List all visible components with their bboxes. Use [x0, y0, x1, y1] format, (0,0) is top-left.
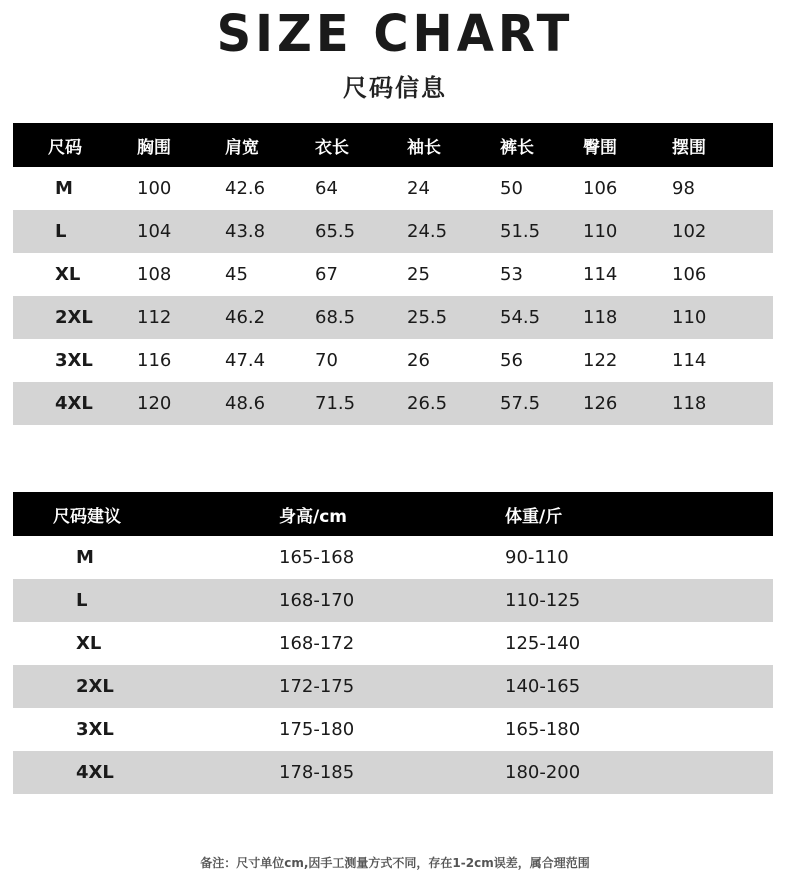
table-cell: 178-185	[279, 762, 355, 783]
table-cell: 51.5	[500, 221, 541, 242]
table-cell: 54.5	[500, 307, 541, 328]
table-cell: 165-168	[279, 547, 355, 568]
table-row	[13, 167, 773, 210]
table-cell: 114	[583, 264, 618, 285]
table-cell: 26.5	[407, 393, 448, 414]
size-label: 3XL	[76, 719, 114, 740]
header-cell: 裤长	[500, 137, 534, 158]
table-cell: 102	[672, 221, 707, 242]
table-cell: 46.2	[225, 307, 266, 328]
size-label: 4XL	[76, 762, 114, 783]
table-cell: 108	[137, 264, 172, 285]
size-label: L	[76, 590, 88, 611]
header-cell: 体重/斤	[505, 506, 563, 527]
size-table	[13, 123, 773, 425]
size-label: 3XL	[55, 350, 93, 371]
table-cell: 71.5	[315, 393, 356, 414]
table-row	[13, 665, 773, 708]
table-cell: 118	[583, 307, 618, 328]
header-cell: 胸围	[137, 137, 171, 158]
table-cell: 140-165	[505, 676, 581, 697]
table-cell: 100	[137, 178, 172, 199]
header-cell: 袖长	[407, 137, 441, 158]
recommend-table-header	[13, 492, 773, 536]
table-cell: 104	[137, 221, 172, 242]
header-cell: 摆围	[672, 137, 706, 158]
table-cell: 175-180	[279, 719, 355, 740]
table-cell: 56	[500, 350, 523, 371]
table-cell: 57.5	[500, 393, 541, 414]
table-cell: 24	[407, 178, 430, 199]
table-cell: 126	[583, 393, 618, 414]
page-title: SIZE CHART	[216, 4, 574, 64]
table-cell: 120	[137, 393, 172, 414]
table-cell: 125-140	[505, 633, 581, 654]
table-row	[13, 296, 773, 339]
table-row	[13, 536, 773, 579]
size-label: 2XL	[55, 307, 93, 328]
table-cell: 25.5	[407, 307, 448, 328]
size-label: XL	[55, 264, 81, 285]
table-cell: 116	[137, 350, 172, 371]
table-cell: 45	[225, 264, 248, 285]
page-subtitle: 尺码信息	[343, 74, 447, 102]
table-cell: 168-170	[279, 590, 355, 611]
table-cell: 67	[315, 264, 338, 285]
table-cell: 47.4	[225, 350, 266, 371]
header-cell: 尺码建议	[53, 506, 121, 527]
table-cell: 26	[407, 350, 430, 371]
header-cell: 肩宽	[225, 137, 259, 158]
table-cell: 43.8	[225, 221, 266, 242]
table-cell: 70	[315, 350, 338, 371]
table-cell: 65.5	[315, 221, 356, 242]
table-cell: 106	[583, 178, 618, 199]
table-cell: 50	[500, 178, 523, 199]
header-cell: 衣长	[315, 137, 349, 158]
table-cell: 90-110	[505, 547, 569, 568]
table-cell: 64	[315, 178, 338, 199]
table-row	[13, 382, 773, 425]
size-label: XL	[76, 633, 102, 654]
table-cell: 106	[672, 264, 707, 285]
size-label: 2XL	[76, 676, 114, 697]
table-row	[13, 210, 773, 253]
table-cell: 172-175	[279, 676, 355, 697]
recommend-table	[13, 492, 773, 794]
table-cell: 110	[583, 221, 618, 242]
header-cell: 身高/cm	[279, 506, 347, 527]
table-row	[13, 339, 773, 382]
table-cell: 110-125	[505, 590, 581, 611]
size-table-header	[13, 123, 773, 167]
header-cell: 臀围	[583, 137, 617, 158]
table-row	[13, 622, 773, 665]
table-row	[13, 579, 773, 622]
size-label: M	[76, 547, 94, 568]
size-label: 4XL	[55, 393, 93, 414]
table-cell: 165-180	[505, 719, 581, 740]
table-cell: 122	[583, 350, 618, 371]
size-label: M	[55, 178, 73, 199]
table-cell: 53	[500, 264, 523, 285]
table-cell: 68.5	[315, 307, 356, 328]
table-cell: 118	[672, 393, 707, 414]
table-cell: 112	[137, 307, 172, 328]
table-cell: 24.5	[407, 221, 448, 242]
table-cell: 98	[672, 178, 695, 199]
footnote: 备注：尺寸单位cm,因手工测量方式不同，存在1-2cm误差，属合理范围	[200, 856, 590, 870]
table-cell: 25	[407, 264, 430, 285]
table-cell: 42.6	[225, 178, 266, 199]
table-cell: 180-200	[505, 762, 581, 783]
table-row	[13, 751, 773, 794]
table-cell: 48.6	[225, 393, 266, 414]
table-row	[13, 708, 773, 751]
table-cell: 114	[672, 350, 707, 371]
table-cell: 168-172	[279, 633, 355, 654]
table-cell: 110	[672, 307, 707, 328]
table-row	[13, 253, 773, 296]
size-label: L	[55, 221, 67, 242]
header-cell: 尺码	[48, 137, 82, 158]
